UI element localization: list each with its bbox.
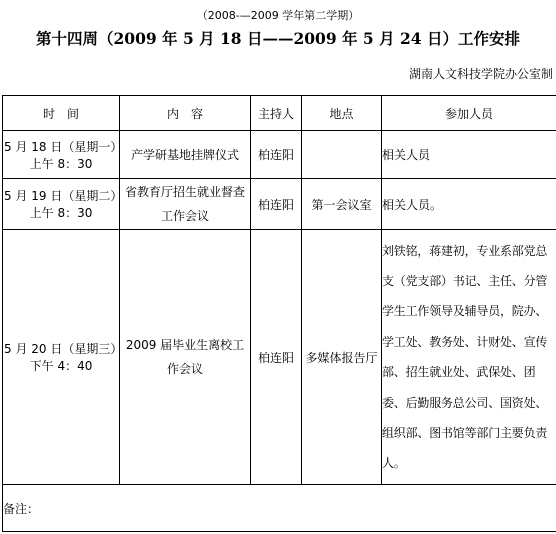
remarks-row	[3, 485, 556, 532]
column-header-content: 内 容	[120, 96, 251, 131]
content-cell: 省教育厅招生就业督查工作会议	[120, 179, 251, 230]
column-header-participants: 参加人员	[382, 96, 556, 131]
time-cell	[3, 131, 123, 179]
date-text: 5 月 19 日（星期二）	[4, 189, 123, 204]
date-text: 5 月 20 日（星期三）	[4, 342, 123, 357]
location-cell: 多媒体报告厅	[302, 230, 382, 485]
location-cell: 第一会议室	[302, 179, 382, 230]
remarks-cell: 备注：	[3, 485, 556, 532]
content-cell: 产学研基地挂牌仪式	[120, 131, 251, 179]
clock-text: 下午 4：40	[29, 359, 93, 374]
host-cell: 柏连阳	[251, 230, 302, 485]
time-cell	[3, 179, 123, 230]
table-header-row	[3, 96, 556, 131]
location-cell	[302, 131, 382, 179]
column-header-location: 地点	[302, 96, 382, 131]
table-row	[3, 131, 556, 179]
host-cell: 柏连阳	[251, 179, 302, 230]
semester-label: （2008-—2009 学年第二学期）	[196, 9, 360, 22]
schedule-table	[2, 95, 556, 532]
clock-text: 上午 8：30	[29, 156, 93, 171]
participants-cell: 相关人员。	[382, 179, 556, 230]
date-text: 5 月 18 日（星期一）	[4, 139, 123, 154]
content-cell: 2009 届毕业生离校工作会议	[120, 230, 251, 485]
column-header-host: 主持人	[251, 96, 302, 131]
table-row	[3, 179, 556, 230]
participants-cell: 相关人员	[382, 131, 556, 179]
participants-cell: 刘铁铭，蒋建初，专业系部党总支（党支部）书记、主任、分管学生工作领导及辅导员，院办、学工处、教务处、计财处、宣传部、招生就业处、武保处、团委、后勤服务总公司、国资处、组织部、图书馆等部门主要负责人。	[382, 230, 556, 485]
time-cell	[3, 230, 123, 485]
clock-text: 上午 8：30	[29, 206, 93, 221]
page-title: 第十四周（2009 年 5 月 18 日——2009 年 5 月 24 日）工作安排	[36, 29, 520, 48]
host-cell: 柏连阳	[251, 131, 302, 179]
table-row	[3, 230, 556, 485]
issuer-label: 湖南人文科技学院办公室制	[408, 67, 553, 81]
column-header-time: 时 间	[3, 96, 120, 131]
